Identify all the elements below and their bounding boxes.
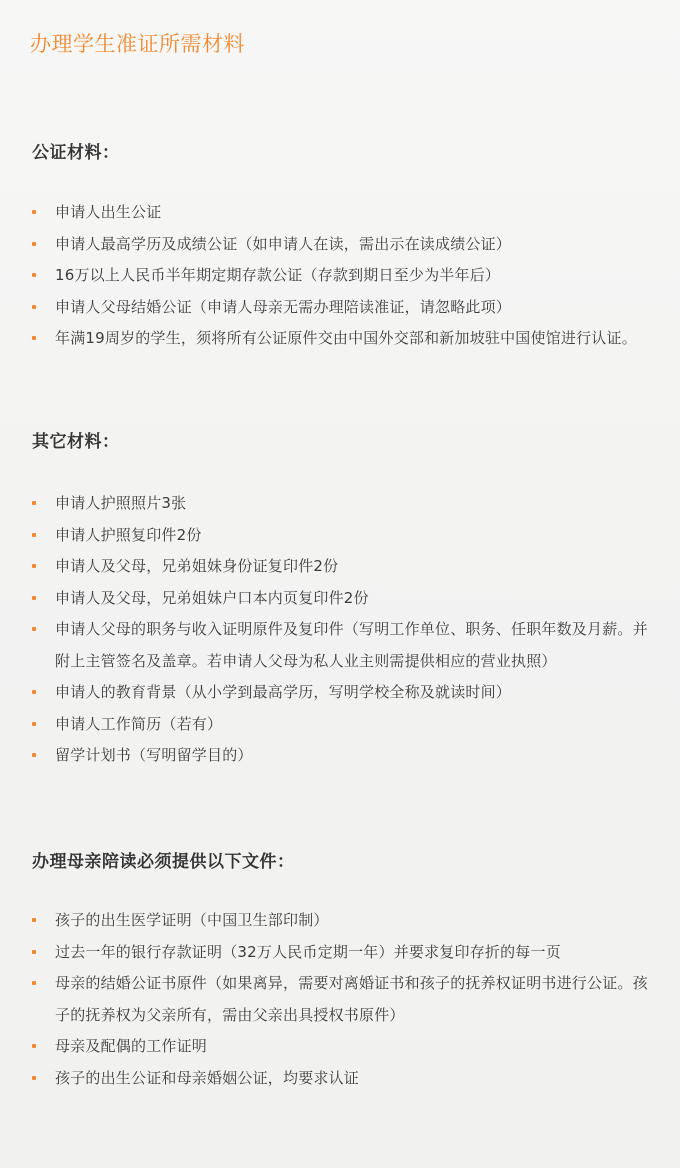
list-item: 16万以上人民币半年期定期存款公证（存款到期日至少为半年后） xyxy=(30,260,650,292)
list-item: 申请人及父母，兄弟姐妹户口本内页复印件2份 xyxy=(30,583,650,615)
list-item: 申请人护照照片3张 xyxy=(30,488,650,520)
list-item: 母亲的结婚公证书原件（如果离异，需要对离婚证书和孩子的抚养权证明书进行公证。孩子的抚养权为父亲所有，需由父亲出具授权书原件） xyxy=(30,968,650,1031)
list-item: 孩子的出生公证和母亲婚姻公证，均要求认证 xyxy=(30,1063,650,1095)
section-heading-other: 其它材料： xyxy=(32,432,120,452)
list-item: 申请人父母结婚公证（申请人母亲无需办理陪读准证，请忽略此项） xyxy=(30,292,650,324)
mother-accompany-list xyxy=(30,905,650,1094)
list-item: 母亲及配偶的工作证明 xyxy=(30,1031,650,1063)
section-heading-notarization: 公证材料： xyxy=(32,143,120,163)
list-item: 申请人护照复印件2份 xyxy=(30,520,650,552)
list-item: 过去一年的银行存款证明（32万人民币定期一年）并要求复印存折的每一页 xyxy=(30,937,650,969)
section-heading-mother-accompany: 办理母亲陪读必须提供以下文件： xyxy=(32,852,295,872)
list-item: 申请人出生公证 xyxy=(30,197,650,229)
list-item: 申请人及父母，兄弟姐妹身份证复印件2份 xyxy=(30,551,650,583)
list-item: 申请人工作简历（若有） xyxy=(30,709,650,741)
other-materials-list xyxy=(30,488,650,772)
list-item: 申请人最高学历及成绩公证（如申请人在读，需出示在读成绩公证） xyxy=(30,229,650,261)
list-item: 孩子的出生医学证明（中国卫生部印制） xyxy=(30,905,650,937)
list-item: 申请人的教育背景（从小学到最高学历，写明学校全称及就读时间） xyxy=(30,677,650,709)
list-item: 申请人父母的职务与收入证明原件及复印件（写明工作单位、职务、任职年数及月薪。并附上主管签名及盖章。若申请人父母为私人业主则需提供相应的营业执照） xyxy=(30,614,650,677)
list-item: 留学计划书（写明留学目的） xyxy=(30,740,650,772)
notarization-list xyxy=(30,197,650,355)
page-title: 办理学生准证所需材料 xyxy=(30,32,245,56)
list-item: 年满19周岁的学生，须将所有公证原件交由中国外交部和新加坡驻中国使馆进行认证。 xyxy=(30,323,650,355)
